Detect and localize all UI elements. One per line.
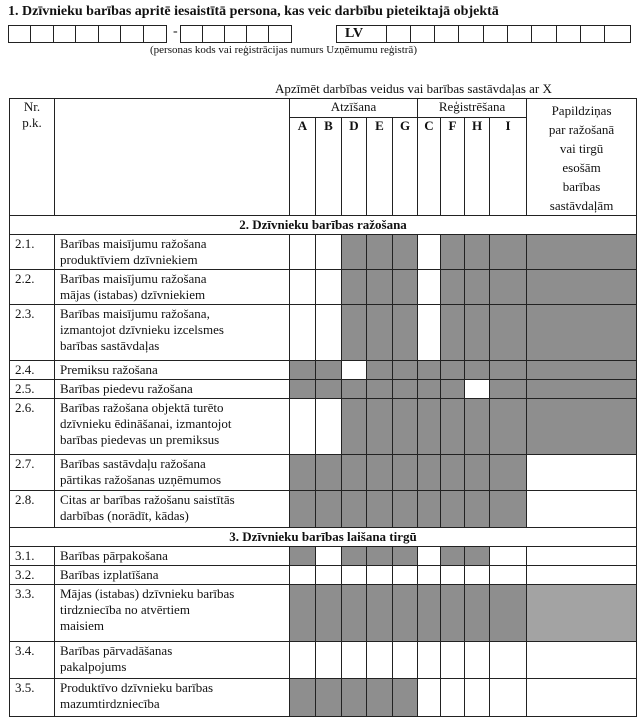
activity-line: maisiem: [60, 618, 105, 633]
mark-cell[interactable]: [465, 380, 490, 399]
mark-cell-disabled: [342, 455, 367, 491]
mark-cell-disabled: [527, 399, 637, 455]
mark-cell-disabled: [342, 399, 367, 455]
mark-cell-disabled: [418, 399, 441, 455]
mark-cell-disabled: [465, 399, 490, 455]
row-activity: [55, 305, 290, 361]
mark-cell-disabled: [367, 491, 393, 528]
activity-line: Barības maisījumu ražošana: [60, 271, 207, 286]
col-e-header: E: [367, 117, 393, 215]
row-activity: [55, 235, 290, 270]
row-activity: [55, 642, 290, 679]
mark-cell[interactable]: [367, 642, 393, 679]
activity-line: Barības pārvadāšanas: [60, 643, 173, 658]
mark-cell-disabled: [490, 585, 527, 642]
code-cell[interactable]: [203, 26, 225, 42]
mark-cell-disabled: [316, 491, 342, 528]
mark-cell-disabled: [393, 679, 418, 717]
activity-line: izmantojot dzīvnieku izcelsmes: [60, 322, 224, 337]
activity-line: mazumtirdzniecība: [60, 696, 160, 711]
code-cell[interactable]: [121, 26, 143, 42]
mark-cell-disabled: [465, 270, 490, 305]
mark-cell-disabled: [465, 235, 490, 270]
mark-cell-disabled: [490, 380, 527, 399]
mark-cell-disabled: [418, 491, 441, 528]
activity-line: Barības ražošana objektā turēto: [60, 400, 224, 415]
mark-cell[interactable]: [527, 491, 637, 528]
table-row: [10, 399, 637, 455]
code-cell[interactable]: [9, 26, 31, 42]
mark-cell[interactable]: [418, 235, 441, 270]
mark-cell-disabled: [465, 547, 490, 566]
mark-cell-disabled: [367, 235, 393, 270]
mark-cell-disabled: [441, 270, 465, 305]
col-h-header: H: [465, 117, 490, 215]
mark-cell[interactable]: [316, 305, 342, 361]
mark-cell[interactable]: [441, 566, 465, 585]
mark-cell-disabled: [465, 585, 490, 642]
activity-line: Produktīvo dzīvnieku barības: [60, 680, 214, 695]
activity-line: dzīvnieku ēdināšanai, izmantojot: [60, 416, 232, 431]
mark-cell-disabled: [367, 270, 393, 305]
row-activity: [55, 491, 290, 528]
register-number-box[interactable]: [336, 25, 631, 43]
mark-cell-disabled: [342, 491, 367, 528]
mark-cell[interactable]: [418, 270, 441, 305]
papild-line: par ražošanā: [548, 122, 615, 137]
mark-cell-disabled: [465, 455, 490, 491]
mark-cell[interactable]: [290, 270, 316, 305]
nr-label: Nr.: [23, 99, 41, 114]
mark-cell-disabled: [342, 270, 367, 305]
mark-cell[interactable]: [418, 679, 441, 717]
mark-cell[interactable]: [393, 566, 418, 585]
mark-cell-disabled: [465, 305, 490, 361]
row-number: 3.2.: [10, 566, 55, 585]
code-cell[interactable]: [76, 26, 98, 42]
mark-cell[interactable]: [490, 679, 527, 717]
mark-cell[interactable]: [527, 679, 637, 717]
mark-cell[interactable]: [490, 547, 527, 566]
activity-line: Citas ar barības ražošanu saistītās: [60, 492, 235, 507]
activity-line: barības piedevas un premiksus: [60, 432, 220, 447]
row-number: 3.4.: [10, 642, 55, 679]
mark-cell[interactable]: [342, 642, 367, 679]
code-cell[interactable]: [387, 26, 411, 42]
mark-cell-disabled: [342, 235, 367, 270]
code-cell[interactable]: [99, 26, 121, 42]
mark-cell-disabled: [393, 547, 418, 566]
mark-cell-disabled: [490, 399, 527, 455]
mark-cell-disabled: [290, 361, 316, 380]
mark-cell[interactable]: [441, 679, 465, 717]
section-header-production: 2. Dzīvnieku barības ražošana: [10, 216, 637, 235]
mark-cell-disabled: [527, 270, 637, 305]
atzisana-header: Atzīšana: [290, 99, 418, 118]
personal-code-box-1[interactable]: [8, 25, 167, 43]
papild-line: vai tirgū: [559, 141, 604, 156]
activity-line: produktīviem dzīvniekiem: [60, 252, 198, 267]
mark-cell-disabled: [527, 585, 637, 642]
pk-label: p.k.: [22, 115, 42, 130]
mark-cell-disabled: [393, 361, 418, 380]
table-row: [10, 547, 637, 566]
activity-header: [55, 99, 290, 216]
mark-cell-disabled: [441, 455, 465, 491]
nr-header: [10, 99, 55, 216]
mark-cell-disabled: [290, 455, 316, 491]
lv-prefix: LV: [337, 26, 387, 42]
code-cell[interactable]: [508, 26, 532, 42]
mark-cell-disabled: [290, 491, 316, 528]
mark-cell-disabled: [393, 585, 418, 642]
mark-cell-disabled: [527, 361, 637, 380]
mark-cell[interactable]: [290, 305, 316, 361]
mark-cell[interactable]: [527, 547, 637, 566]
mark-cell-disabled: [490, 361, 527, 380]
code-cell[interactable]: [269, 26, 291, 42]
mark-cell-disabled: [367, 305, 393, 361]
row-number: 2.2.: [10, 270, 55, 305]
table-row: [10, 361, 637, 380]
mark-cell[interactable]: [290, 642, 316, 679]
mark-cell[interactable]: [418, 547, 441, 566]
mark-cell-disabled: [367, 380, 393, 399]
mark-cell-disabled: [490, 270, 527, 305]
mark-cell-disabled: [418, 455, 441, 491]
mark-cell-disabled: [418, 361, 441, 380]
mark-cell-disabled: [441, 585, 465, 642]
table-row: [10, 566, 637, 585]
mark-cell-disabled: [342, 585, 367, 642]
mark-cell-disabled: [393, 491, 418, 528]
code-cell[interactable]: [144, 26, 166, 42]
mark-cell-disabled: [290, 547, 316, 566]
mark-cell-disabled: [490, 235, 527, 270]
table-row: [10, 642, 637, 679]
row-activity: [55, 380, 290, 399]
mark-cell-disabled: [441, 361, 465, 380]
activity-line: darbības (norādīt, kādas): [60, 508, 189, 523]
mark-cell[interactable]: [527, 455, 637, 491]
mark-cell[interactable]: [316, 566, 342, 585]
mark-cell-disabled: [342, 679, 367, 717]
mark-cell-disabled: [393, 270, 418, 305]
mark-cell-disabled: [490, 455, 527, 491]
col-i-header: I: [490, 117, 527, 215]
row-number: 3.3.: [10, 585, 55, 642]
mark-cell-disabled: [367, 399, 393, 455]
row-activity: [55, 679, 290, 717]
col-g-header: G: [393, 117, 418, 215]
mark-cell-disabled: [490, 305, 527, 361]
mark-cell-disabled: [465, 491, 490, 528]
activity-line: Mājas (istabas) dzīvnieku barības: [60, 586, 235, 601]
code-cell[interactable]: [484, 26, 508, 42]
col-d-header: D: [342, 117, 367, 215]
code-cell[interactable]: [435, 26, 459, 42]
instruction-text: Apzīmēt darbības veidus vai barības sastāvdaļas ar X: [275, 81, 552, 96]
mark-cell[interactable]: [490, 566, 527, 585]
table-row: [10, 380, 637, 399]
mark-cell-disabled: [418, 380, 441, 399]
mark-cell-disabled: [441, 547, 465, 566]
papild-line: esošām: [562, 160, 601, 175]
code-cell[interactable]: [31, 26, 53, 42]
mark-cell-disabled: [316, 585, 342, 642]
mark-cell[interactable]: [367, 566, 393, 585]
mark-cell-disabled: [316, 455, 342, 491]
col-a-header: A: [290, 117, 316, 215]
mark-cell-disabled: [367, 455, 393, 491]
mark-cell[interactable]: [342, 566, 367, 585]
papildzinas-header: [527, 99, 637, 216]
mark-cell-disabled: [441, 380, 465, 399]
mark-cell[interactable]: [418, 305, 441, 361]
table-row: [10, 491, 637, 528]
mark-cell-disabled: [316, 679, 342, 717]
mark-cell-disabled: [527, 380, 637, 399]
mark-cell-disabled: [290, 585, 316, 642]
col-f-header: F: [441, 117, 465, 215]
code-cell[interactable]: [557, 26, 581, 42]
col-b-header: B: [316, 117, 342, 215]
code-cell[interactable]: [459, 26, 483, 42]
mark-cell-disabled: [367, 679, 393, 717]
mark-cell-disabled: [441, 491, 465, 528]
mark-cell-disabled: [367, 547, 393, 566]
mark-cell[interactable]: [316, 399, 342, 455]
mark-cell-disabled: [393, 455, 418, 491]
mark-cell-disabled: [527, 235, 637, 270]
code-cell[interactable]: [225, 26, 247, 42]
row-number: 3.1.: [10, 547, 55, 566]
row-activity: [55, 455, 290, 491]
row-number: 2.6.: [10, 399, 55, 455]
row-activity: [55, 361, 290, 380]
table-row: [10, 455, 637, 491]
mark-cell[interactable]: [290, 566, 316, 585]
code-cell[interactable]: [532, 26, 556, 42]
code-cell[interactable]: [181, 26, 203, 42]
row-activity: [55, 270, 290, 305]
code-cell[interactable]: [54, 26, 76, 42]
row-activity: [55, 399, 290, 455]
activity-line: Barības maisījumu ražošana,: [60, 306, 210, 321]
mark-cell-disabled: [290, 380, 316, 399]
mark-cell-disabled: [418, 585, 441, 642]
mark-cell-disabled: [465, 361, 490, 380]
mark-cell-disabled: [441, 305, 465, 361]
mark-cell[interactable]: [490, 642, 527, 679]
personal-code-box-2[interactable]: [180, 25, 292, 43]
mark-cell[interactable]: [441, 642, 465, 679]
activity-line: Barības maisījumu ražošana: [60, 236, 207, 251]
mark-cell-disabled: [393, 399, 418, 455]
mark-cell-disabled: [316, 380, 342, 399]
row-activity: [55, 585, 290, 642]
mark-cell[interactable]: [290, 399, 316, 455]
row-number: 2.7.: [10, 455, 55, 491]
mark-cell[interactable]: [418, 642, 441, 679]
activity-line: Barības izplatīšana: [60, 567, 159, 582]
mark-cell-disabled: [342, 305, 367, 361]
mark-cell[interactable]: [316, 642, 342, 679]
mark-cell-disabled: [290, 679, 316, 717]
mark-cell[interactable]: [465, 566, 490, 585]
registresana-header: Reģistrēšana: [418, 99, 527, 118]
activity-line: tirdzniecība no atvērtiem: [60, 602, 190, 617]
table-row: [10, 270, 637, 305]
row-number: 2.3.: [10, 305, 55, 361]
mark-cell-disabled: [527, 305, 637, 361]
row-number: 2.5.: [10, 380, 55, 399]
mark-cell[interactable]: [418, 566, 441, 585]
mark-cell-disabled: [393, 235, 418, 270]
code-cell[interactable]: [581, 26, 605, 42]
code-dash: -: [173, 24, 178, 39]
mark-cell-disabled: [342, 547, 367, 566]
table-row: [10, 235, 637, 270]
mark-cell[interactable]: [316, 270, 342, 305]
activity-table: [9, 98, 637, 717]
table-row: [10, 305, 637, 361]
activity-line: Barības piedevu ražošana: [60, 381, 193, 396]
mark-cell-disabled: [342, 380, 367, 399]
mark-cell[interactable]: [393, 642, 418, 679]
mark-cell-disabled: [367, 585, 393, 642]
papild-line: barības: [562, 179, 601, 194]
activity-line: pārtikas ražošanas uzņēmumos: [60, 472, 222, 487]
mark-cell-disabled: [441, 399, 465, 455]
mark-cell-disabled: [316, 361, 342, 380]
mark-cell[interactable]: [342, 361, 367, 380]
section-title: 1. Dzīvnieku barības apritē iesaistītā persona, kas veic darbību pieteiktajā objektā: [8, 4, 499, 19]
code-cell[interactable]: [605, 26, 630, 42]
activity-line: Barības sastāvdaļu ražošana: [60, 456, 206, 471]
mark-cell[interactable]: [316, 235, 342, 270]
code-caption: (personas kods vai reģistrācijas numurs Uzņēmumu reģistrā): [150, 44, 417, 56]
papild-line: Papildziņas: [551, 103, 612, 118]
row-activity: [55, 547, 290, 566]
row-number: 2.4.: [10, 361, 55, 380]
table-row: [10, 679, 637, 717]
mark-cell-disabled: [490, 491, 527, 528]
row-number: 3.5.: [10, 679, 55, 717]
mark-cell-disabled: [393, 380, 418, 399]
activity-line: mājas (istabas) dzīvniekiem: [60, 287, 206, 302]
papild-line: sastāvdaļām: [549, 198, 614, 213]
mark-cell-disabled: [393, 305, 418, 361]
mark-cell[interactable]: [465, 679, 490, 717]
code-cell[interactable]: [411, 26, 435, 42]
mark-cell-disabled: [367, 361, 393, 380]
table-row: [10, 585, 637, 642]
activity-line: barības sastāvdaļas: [60, 338, 160, 353]
activity-line: pakalpojums: [60, 659, 127, 674]
activity-line: Premiksu ražošana: [60, 362, 158, 377]
mark-cell-disabled: [441, 235, 465, 270]
code-cell[interactable]: [247, 26, 269, 42]
mark-cell[interactable]: [316, 547, 342, 566]
row-number: 2.1.: [10, 235, 55, 270]
mark-cell[interactable]: [527, 642, 637, 679]
row-activity: [55, 566, 290, 585]
activity-line: Barības pārpakošana: [60, 548, 168, 563]
mark-cell[interactable]: [527, 566, 637, 585]
mark-cell[interactable]: [290, 235, 316, 270]
row-number: 2.8.: [10, 491, 55, 528]
section-header-market: 3. Dzīvnieku barības laišana tirgū: [10, 528, 637, 547]
mark-cell[interactable]: [465, 642, 490, 679]
col-c-header: C: [418, 117, 441, 215]
